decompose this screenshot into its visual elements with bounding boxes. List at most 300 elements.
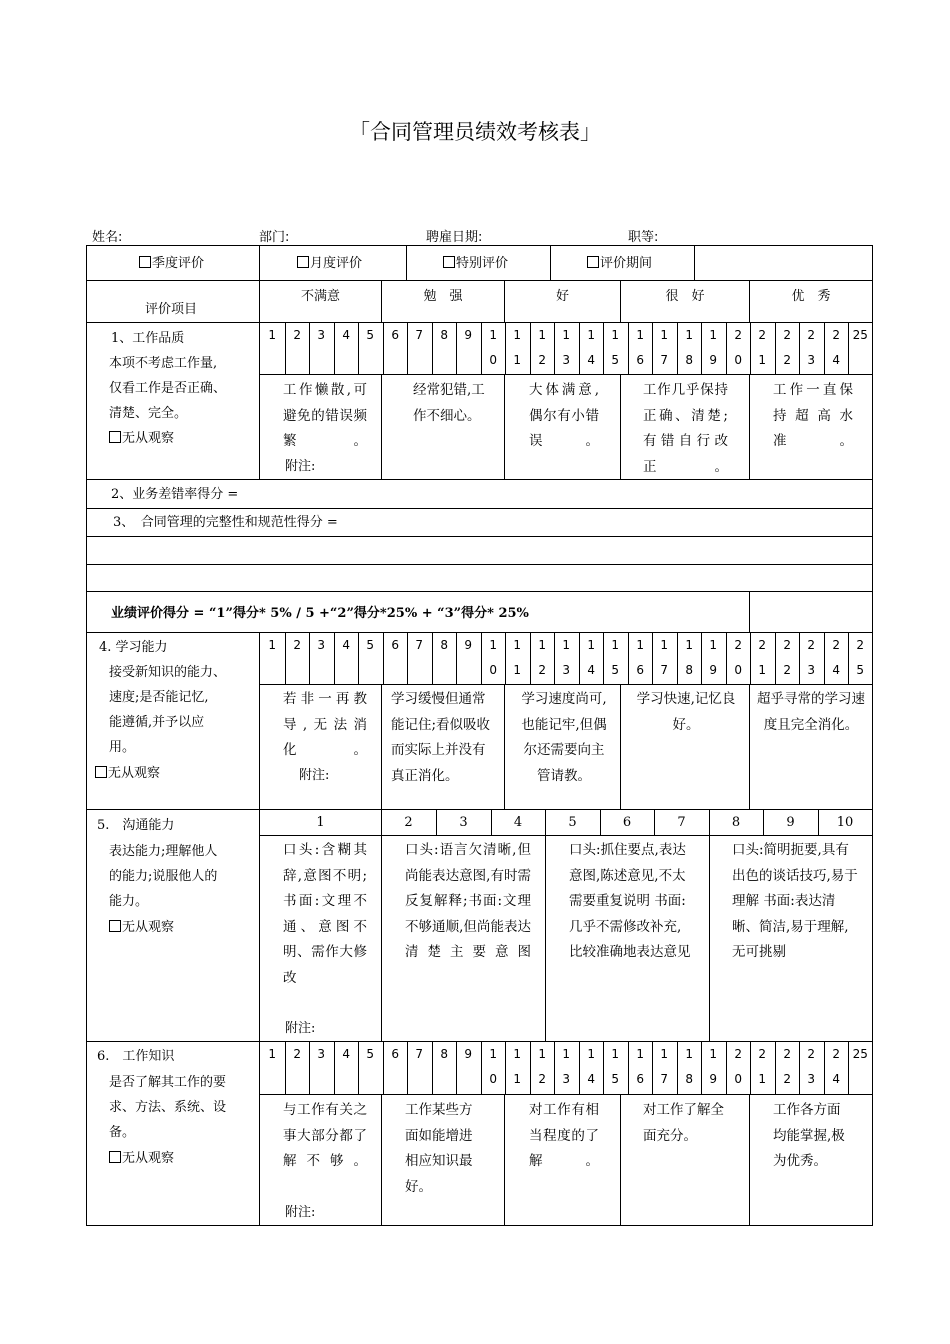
score-cell[interactable] xyxy=(530,323,555,373)
score-digit-top: 1 xyxy=(489,328,498,342)
score-cell[interactable] xyxy=(848,633,873,683)
score-digit-top: 9 xyxy=(464,638,473,652)
s4-desc-2: 速度;是否能记忆, xyxy=(109,690,209,705)
score-digit-bottom: 1 xyxy=(513,353,522,367)
score-digit-bottom: 7 xyxy=(660,1072,669,1086)
score-cell[interactable] xyxy=(726,1042,751,1092)
s4-desc-4: 用。 xyxy=(109,740,136,755)
s5-score-2[interactable]: 2 xyxy=(404,815,413,830)
score-cell[interactable] xyxy=(799,1042,824,1092)
score-digit-top: 9 xyxy=(464,328,473,342)
score-digit-bottom xyxy=(383,348,408,373)
score-digit-top: 1 xyxy=(489,1047,498,1061)
score-digit-top: 2 xyxy=(856,638,865,652)
score-cell[interactable] xyxy=(628,323,653,373)
score-cell[interactable] xyxy=(309,1042,334,1092)
score-cell[interactable] xyxy=(677,1042,702,1092)
s1-no-observe[interactable] xyxy=(109,426,174,451)
score-cell[interactable] xyxy=(383,1042,408,1092)
score-cell[interactable] xyxy=(334,633,359,683)
score-digit-top: 6 xyxy=(391,638,400,652)
score-digit-top: 1 xyxy=(611,328,620,342)
score-digit-top: 2 xyxy=(807,328,816,342)
score-digit-top: 3 xyxy=(317,328,326,342)
s4-desc-3: 能遵循,并予以应 xyxy=(109,715,205,730)
s6-level-1: 与工作有关之事大部分都了解不够。 xyxy=(283,1102,367,1169)
score-digit-top: 2 xyxy=(734,328,743,342)
score-digit-bottom: 9 xyxy=(709,353,718,367)
score-digit-bottom: 1 xyxy=(513,1072,522,1086)
score-digit-top: 2 xyxy=(758,328,767,342)
score-cell[interactable] xyxy=(432,633,457,683)
score-digit-top: 1 xyxy=(636,328,645,342)
s1-desc-2: 仅看工作是否正确、 xyxy=(109,381,227,396)
score-cell[interactable] xyxy=(505,1042,530,1092)
s5-score-10[interactable]: 10 xyxy=(836,815,854,830)
score-digit-top: 1 xyxy=(538,1047,547,1061)
score-cell[interactable] xyxy=(285,633,310,683)
s6-level-4: 对工作了解全面充分。 xyxy=(643,1102,724,1144)
score-digit-bottom xyxy=(334,1067,359,1092)
score-digit-bottom: 5 xyxy=(611,353,620,367)
score-digit-top: 1 xyxy=(268,328,277,342)
score-digit-bottom: 0 xyxy=(489,1072,498,1086)
score-cell[interactable] xyxy=(309,323,334,373)
score-digit-top: 1 xyxy=(636,1047,645,1061)
s5-desc-1: 表达能力;理解他人 xyxy=(109,844,218,859)
s5-score-5[interactable]: 5 xyxy=(568,815,577,830)
score-digit-bottom: 3 xyxy=(807,1072,816,1086)
score-digit-bottom: 6 xyxy=(636,353,645,367)
quarter-option[interactable] xyxy=(139,251,204,276)
score-digit-bottom xyxy=(383,658,408,683)
score-digit-bottom: 7 xyxy=(660,353,669,367)
score-cell[interactable] xyxy=(579,1042,604,1092)
score-digit-bottom: 5 xyxy=(611,663,620,677)
score-digit-top: 1 xyxy=(685,638,694,652)
score-cell[interactable] xyxy=(260,633,285,683)
score-cell[interactable] xyxy=(579,323,604,373)
score-digit-bottom: 6 xyxy=(636,663,645,677)
score-digit-top: 2 xyxy=(807,638,816,652)
s1-desc-3: 清楚、完全。 xyxy=(109,406,188,421)
score-digit-bottom: 3 xyxy=(807,353,816,367)
score-digit-bottom xyxy=(285,1067,310,1092)
s6-desc-1: 是否了解其工作的要 xyxy=(109,1075,227,1090)
score-digit-top: 1 xyxy=(587,1047,596,1061)
score-digit-bottom xyxy=(456,658,481,683)
hire-date-label: 聘雇日期: xyxy=(426,230,483,245)
score-digit-top: 1 xyxy=(538,638,547,652)
score-digit-bottom xyxy=(285,348,310,373)
s4-level-4: 学习快速,记忆良好。 xyxy=(636,691,736,733)
s1-remark: 附注: xyxy=(285,459,316,474)
s6-desc-2: 求、方法、系统、设 xyxy=(109,1100,227,1115)
score-cell[interactable] xyxy=(407,633,432,683)
checkbox-icon xyxy=(109,1151,121,1163)
score-digit-bottom: 9 xyxy=(709,663,718,677)
score-digit-top: 9 xyxy=(464,1047,473,1061)
score-digit-top: 1 xyxy=(268,638,277,652)
score-digit-bottom: 0 xyxy=(734,1072,743,1086)
score-cell[interactable] xyxy=(750,323,775,373)
level-header-4: 很 好 xyxy=(665,289,705,304)
score-digit-top: 6 xyxy=(391,328,400,342)
score-digit-top: 1 xyxy=(489,638,498,652)
score-cell[interactable] xyxy=(432,323,457,373)
score-cell[interactable] xyxy=(603,633,628,683)
score-digit-bottom xyxy=(358,348,383,373)
score-digit-bottom: 5 xyxy=(611,1072,620,1086)
score-cell[interactable] xyxy=(481,323,506,373)
score-digit-top: 1 xyxy=(268,1047,277,1061)
score-digit-top: 1 xyxy=(538,328,547,342)
score-digit-top: 3 xyxy=(317,1047,326,1061)
s5-level-4: 口头:简明扼要,具有出色的谈话技巧,易于理解 书面:表达清晰、简洁,易于理解,无可挑剔 xyxy=(732,842,858,960)
score-digit-top: 4 xyxy=(342,1047,351,1061)
score-digit-bottom: 4 xyxy=(832,663,841,677)
s2-label: 2、业务差错率得分 = xyxy=(111,487,239,502)
score-cell[interactable] xyxy=(334,1042,359,1092)
score-digit-bottom xyxy=(260,348,285,373)
s1-level-4: 工作几乎保持正确、清楚;有错自行改正。 xyxy=(643,382,728,475)
score-digit-bottom: 1 xyxy=(758,1072,767,1086)
score-digit-bottom xyxy=(407,348,432,373)
score-cell[interactable] xyxy=(407,323,432,373)
s5-score-4[interactable]: 4 xyxy=(513,815,523,830)
score-digit-bottom: 0 xyxy=(734,353,743,367)
score-digit-bottom: 5 xyxy=(856,663,865,677)
s4-level-2: 学习缓慢但通常能记住;看似吸收而实际上并没有真正消化。 xyxy=(391,691,491,784)
score-cell[interactable] xyxy=(260,1042,285,1092)
score-digit-top: 1 xyxy=(562,638,571,652)
score-digit-top: 2 xyxy=(758,1047,767,1061)
dept-label: 部门: xyxy=(259,230,290,245)
s6-desc-3: 备。 xyxy=(109,1125,136,1140)
score-digit-bottom xyxy=(432,1067,457,1092)
score-digit-top: 2 xyxy=(783,328,792,342)
s6-remark: 附注: xyxy=(285,1205,316,1220)
score-digit-top: 2 xyxy=(293,1047,302,1061)
s1-level-3: 大体满意,偶尔有小错误。 xyxy=(529,382,599,449)
score-cell[interactable] xyxy=(358,633,383,683)
score-digit-top: 1 xyxy=(660,638,669,652)
score-digit-bottom xyxy=(358,658,383,683)
score-cell[interactable] xyxy=(456,323,481,373)
score-digit-bottom xyxy=(407,1067,432,1092)
formula: 业绩评价得分 = “1”得分* 5% / 5 +“2”得分*25% + “3”得分* 25% xyxy=(111,606,529,621)
score-digit-bottom: 3 xyxy=(562,663,571,677)
score-digit-bottom: 4 xyxy=(587,1072,596,1086)
s5-score-8[interactable]: 8 xyxy=(731,815,741,830)
score-cell[interactable] xyxy=(701,1042,726,1092)
score-cell[interactable] xyxy=(407,1042,432,1092)
score-digit-bottom xyxy=(334,348,359,373)
score-digit-top: 4 xyxy=(342,328,351,342)
score-digit-bottom: 0 xyxy=(489,353,498,367)
score-digit-bottom xyxy=(383,1067,408,1092)
no-observe-label: 无从观察 xyxy=(122,920,175,935)
s6-no-observe[interactable] xyxy=(109,1146,174,1171)
score-digit-top: 7 xyxy=(415,328,424,342)
score-digit-bottom xyxy=(309,658,334,683)
s6-level-2: 工作某些方面如能增进相应知识最好。 xyxy=(405,1102,473,1195)
score-cell[interactable] xyxy=(799,323,824,373)
level-header-2: 勉 强 xyxy=(423,289,463,304)
s1-level-1: 工作懒散,可避免的错误频繁。 xyxy=(283,382,367,449)
s5-score-1[interactable]: 1 xyxy=(316,815,325,830)
special-option[interactable] xyxy=(443,251,508,276)
score-digit-bottom: 2 xyxy=(783,663,792,677)
s6-title: 6. 工作知识 xyxy=(97,1049,175,1064)
score-cell[interactable] xyxy=(579,633,604,683)
score-cell[interactable] xyxy=(530,1042,555,1092)
score-digit-top: 2 xyxy=(832,638,841,652)
s6-level-3: 对工作有相当程度的了解。 xyxy=(529,1102,599,1169)
score-cell[interactable] xyxy=(652,1042,677,1092)
score-cell[interactable] xyxy=(603,323,628,373)
score-digit-bottom xyxy=(309,348,334,373)
s4-no-observe[interactable] xyxy=(95,761,160,786)
score-digit-top: 6 xyxy=(391,1047,400,1061)
score-digit-top: 2 xyxy=(783,1047,792,1061)
no-observe-label: 无从观察 xyxy=(122,1151,175,1166)
score-cell[interactable] xyxy=(554,323,579,373)
score-digit-top: 1 xyxy=(611,638,620,652)
score-digit-bottom: 1 xyxy=(513,663,522,677)
score-digit-top: 5 xyxy=(366,1047,375,1061)
score-digit-bottom: 6 xyxy=(636,1072,645,1086)
score-digit-top: 2 xyxy=(832,328,841,342)
score-cell[interactable] xyxy=(652,323,677,373)
score-digit-bottom: 4 xyxy=(832,1072,841,1086)
score-cell[interactable] xyxy=(432,1042,457,1092)
score-cell[interactable] xyxy=(358,323,383,373)
month-option-label: 月度评价 xyxy=(310,256,363,271)
score-digit-top: 5 xyxy=(366,638,375,652)
level-header-3: 好 xyxy=(555,289,569,304)
level-header-1: 不满意 xyxy=(300,289,340,304)
s5-title: 5. 沟通能力 xyxy=(97,818,175,833)
s5-level-2: 口头:语言欠清晰,但尚能表达意图,有时需反复解释;书面:文理不够通顺,但尚能表达清楚主要意图 xyxy=(405,842,531,960)
employee-info-row xyxy=(92,226,872,245)
score-digit-bottom xyxy=(260,658,285,683)
score-cell[interactable] xyxy=(775,323,800,373)
score-digit-bottom xyxy=(432,348,457,373)
score-cell[interactable] xyxy=(554,1042,579,1092)
score-digit-bottom xyxy=(285,658,310,683)
s5-desc-2: 的能力;说服他人的 xyxy=(109,869,218,884)
s5-score-3[interactable]: 3 xyxy=(459,815,468,830)
score-cell[interactable] xyxy=(652,633,677,683)
score-digit-bottom: 8 xyxy=(685,663,694,677)
no-observe-label: 无从观察 xyxy=(108,766,161,781)
score-cell[interactable] xyxy=(848,323,873,373)
score-cell[interactable] xyxy=(628,1042,653,1092)
score-cell[interactable] xyxy=(481,1042,506,1092)
score-cell[interactable] xyxy=(358,1042,383,1092)
score-cell[interactable] xyxy=(824,633,849,683)
score-cell[interactable] xyxy=(824,323,849,373)
score-digit-top: 1 xyxy=(660,328,669,342)
score-cell[interactable] xyxy=(848,1042,873,1092)
s5-remark: 附注: xyxy=(285,1021,316,1036)
score-digit-bottom: 1 xyxy=(758,353,767,367)
item-header: 评价项目 xyxy=(145,302,198,317)
score-digit-top: 2 xyxy=(783,638,792,652)
score-cell[interactable] xyxy=(775,633,800,683)
score-cell[interactable] xyxy=(824,1042,849,1092)
evaluation-table xyxy=(86,245,873,1226)
score-cell[interactable] xyxy=(260,323,285,373)
s5-level-3: 口头:抓住要点,表达意图,陈述意见,不太需要重复说明 书面:几乎不需修改补充,比较准确地表达意见 xyxy=(569,842,691,960)
score-digit-top: 2 xyxy=(734,1047,743,1061)
score-cell[interactable] xyxy=(456,633,481,683)
score-digit-top: 1 xyxy=(513,638,522,652)
s4-desc-1: 接受新知识的能力、 xyxy=(109,665,227,680)
score-digit-top: 3 xyxy=(317,638,326,652)
checkbox-icon xyxy=(587,256,599,268)
score-digit-bottom: 0 xyxy=(734,663,743,677)
checkbox-icon xyxy=(109,920,121,932)
checkbox-icon xyxy=(139,256,151,268)
checkbox-icon xyxy=(297,256,309,268)
score-digit-top: 4 xyxy=(342,638,351,652)
page-title: 「合同管理员绩效考核表」 xyxy=(349,120,601,144)
score-digit-bottom xyxy=(334,658,359,683)
score-cell[interactable] xyxy=(285,323,310,373)
score-digit-top: 8 xyxy=(440,328,449,342)
score-cell[interactable] xyxy=(481,633,506,683)
score-digit-bottom: 0 xyxy=(489,663,498,677)
score-digit-bottom: 9 xyxy=(709,1072,718,1086)
score-cell[interactable] xyxy=(309,633,334,683)
score-digit-bottom xyxy=(260,1067,285,1092)
score-digit-bottom: 2 xyxy=(538,1072,547,1086)
score-cell[interactable] xyxy=(677,323,702,373)
s6-level-5: 工作各方面均能掌握,极为优秀。 xyxy=(773,1102,845,1169)
score-digit-top: 1 xyxy=(562,328,571,342)
score-cell[interactable] xyxy=(628,633,653,683)
score-digit-top: 1 xyxy=(709,328,718,342)
s1-desc-1: 本项不考虑工作量, xyxy=(109,356,218,371)
s4-remark: 附注: xyxy=(299,768,330,783)
checkbox-icon xyxy=(109,431,121,443)
s1-level-5: 工作一直保持超高水准。 xyxy=(773,382,853,449)
score-digit-top: 1 xyxy=(587,638,596,652)
score-digit-bottom: 8 xyxy=(685,1072,694,1086)
score-digit-top: 2 xyxy=(734,638,743,652)
score-digit-bottom xyxy=(848,348,873,373)
score-cell[interactable] xyxy=(726,633,751,683)
s4-level-3: 学习速度尚可,也能记牢,但偶尔还需要向主管请教。 xyxy=(521,691,607,784)
score-cell[interactable] xyxy=(726,323,751,373)
s5-score-9[interactable]: 9 xyxy=(786,815,795,830)
s5-score-7[interactable]: 7 xyxy=(677,815,686,830)
s1-title: 1、工作品质 xyxy=(111,331,185,346)
score-digit-top: 8 xyxy=(440,1047,449,1061)
score-digit-top: 2 xyxy=(293,328,302,342)
s5-level-1: 口头:含糊其辞,意图不明;书面:文理不通、意图不明、需作大修改 xyxy=(283,842,367,986)
score-cell[interactable] xyxy=(285,1042,310,1092)
score-cell[interactable] xyxy=(530,633,555,683)
s5-desc-3: 能力。 xyxy=(109,894,149,909)
score-digit-top: 1 xyxy=(587,328,596,342)
score-digit-top: 5 xyxy=(366,328,375,342)
name-label: 姓名: xyxy=(92,230,123,245)
score-digit-top: 2 xyxy=(832,1047,841,1061)
score-digit-top: 1 xyxy=(636,638,645,652)
score-digit-top: 1 xyxy=(513,1047,522,1061)
period-option-label: 评价期间 xyxy=(600,256,653,271)
s1-level-2: 经常犯错,工作不细心。 xyxy=(413,382,485,424)
score-digit-top: 1 xyxy=(685,1047,694,1061)
score-digit-bottom: 4 xyxy=(587,353,596,367)
special-option-label: 特别评价 xyxy=(456,256,509,271)
quarter-option-label: 季度评价 xyxy=(152,256,205,271)
score-cell[interactable] xyxy=(701,323,726,373)
score-digit-top: 7 xyxy=(415,638,424,652)
score-cell[interactable] xyxy=(334,323,359,373)
s5-no-observe[interactable] xyxy=(109,915,174,940)
s5-score-6[interactable]: 6 xyxy=(622,815,632,830)
score-cell[interactable] xyxy=(554,633,579,683)
score-digit-top: 1 xyxy=(660,1047,669,1061)
score-digit-bottom: 2 xyxy=(538,353,547,367)
score-digit-bottom: 4 xyxy=(587,663,596,677)
score-digit-bottom: 3 xyxy=(807,663,816,677)
score-cell[interactable] xyxy=(775,1042,800,1092)
score-digit-top: 8 xyxy=(440,638,449,652)
score-digit-top: 7 xyxy=(415,1047,424,1061)
score-cell[interactable] xyxy=(456,1042,481,1092)
s4-level-1: 若非一再教导,无法消化。 xyxy=(283,691,367,758)
score-digit-bottom: 8 xyxy=(685,353,694,367)
score-digit-top: 1 xyxy=(513,328,522,342)
score-digit-top: 2 xyxy=(758,638,767,652)
score-cell[interactable] xyxy=(383,633,408,683)
score-digit-top: 25 xyxy=(852,1047,868,1061)
grade-label: 职等: xyxy=(628,230,659,245)
score-cell[interactable] xyxy=(677,633,702,683)
score-cell[interactable] xyxy=(701,633,726,683)
score-digit-bottom xyxy=(407,658,432,683)
score-digit-bottom xyxy=(848,1067,873,1092)
score-digit-bottom: 2 xyxy=(538,663,547,677)
score-digit-top: 1 xyxy=(709,1047,718,1061)
score-digit-top: 1 xyxy=(685,328,694,342)
score-digit-bottom: 1 xyxy=(758,663,767,677)
score-digit-top: 2 xyxy=(807,1047,816,1061)
score-digit-bottom: 3 xyxy=(562,353,571,367)
score-cell[interactable] xyxy=(505,633,530,683)
no-observe-label: 无从观察 xyxy=(122,431,175,446)
checkbox-icon xyxy=(443,256,455,268)
score-cell[interactable] xyxy=(505,323,530,373)
s4-title: 4. 学习能力 xyxy=(99,640,168,655)
period-option[interactable] xyxy=(587,251,652,276)
score-cell[interactable] xyxy=(383,323,408,373)
score-cell[interactable] xyxy=(750,1042,775,1092)
s3-label: 3、 合同管理的完整性和规范性得分 = xyxy=(113,515,338,530)
score-cell[interactable] xyxy=(750,633,775,683)
score-cell[interactable] xyxy=(799,633,824,683)
score-digit-top: 1 xyxy=(611,1047,620,1061)
month-option[interactable] xyxy=(297,251,362,276)
score-digit-bottom xyxy=(358,1067,383,1092)
score-cell[interactable] xyxy=(603,1042,628,1092)
score-digit-bottom xyxy=(456,348,481,373)
